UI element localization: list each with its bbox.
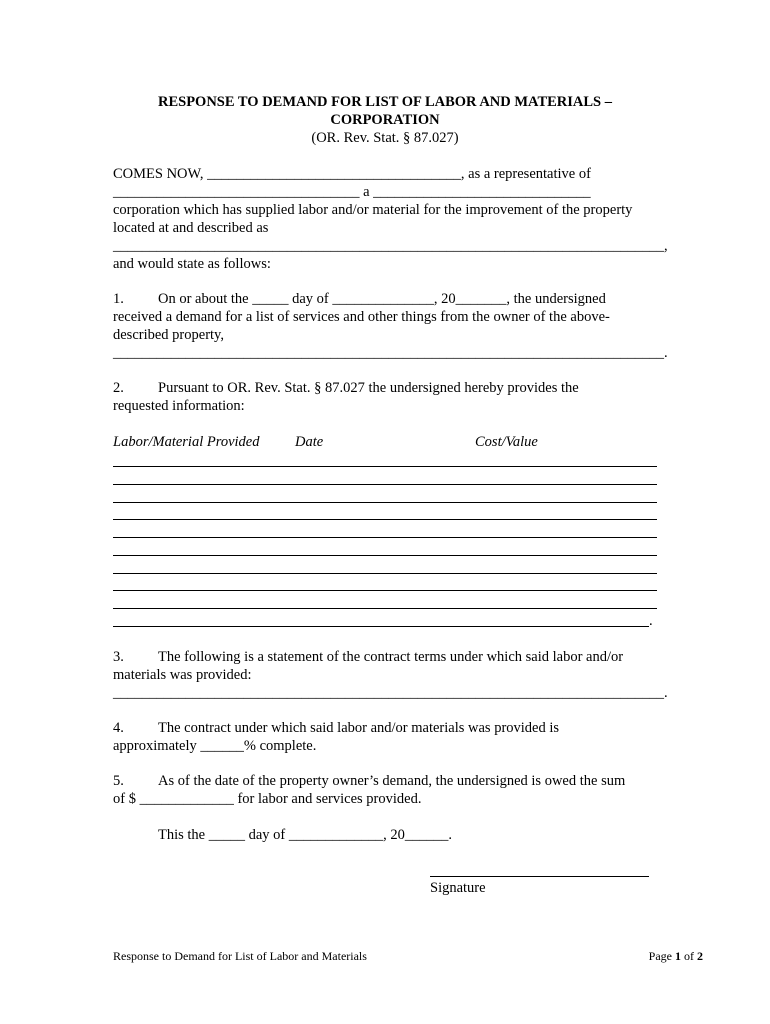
paragraph-1-text1: On or about the _____ day of ______________, 20_______, the undersigned xyxy=(158,291,606,307)
table-end-period: . xyxy=(649,613,653,629)
table-blank-row xyxy=(113,537,657,538)
located-line: located at and described as xyxy=(113,220,269,236)
paragraph-4-text1: The contract under which said labor and/or materials was provided is xyxy=(158,720,560,736)
paragraph-1-line3: described property, xyxy=(113,327,224,343)
page-prefix: Page xyxy=(648,949,675,963)
document-subtitle: (OR. Rev. Stat. § 87.027) xyxy=(311,130,459,146)
table-blank-row xyxy=(113,519,657,520)
paragraph-4-number: 4. xyxy=(113,720,124,736)
table-blank-row xyxy=(113,590,657,591)
paragraph-3-text1: The following is a statement of the contract terms under which said labor and/or xyxy=(158,649,624,665)
paragraph-1-line4: ____________________________________________________________________________. xyxy=(113,345,668,361)
table-blank-row xyxy=(113,466,657,467)
table-header-labor: Labor/Material Provided xyxy=(113,434,260,450)
document-title-line1: RESPONSE TO DEMAND FOR LIST OF LABOR AND MATERIALS – xyxy=(157,94,612,110)
signature-line xyxy=(430,876,649,877)
table-blank-row xyxy=(113,608,657,609)
table-header-cost: Cost/Value xyxy=(475,434,538,450)
state-as-follows-line: and would state as follows: xyxy=(113,256,271,272)
table-blank-row xyxy=(113,555,657,556)
paragraph-5-line2: of $ _____________ for labor and services provided. xyxy=(113,791,422,807)
table-blank-row xyxy=(113,626,649,627)
paragraph-4-line2: approximately ______% complete. xyxy=(113,738,317,754)
document-title-line2: CORPORATION xyxy=(330,112,440,128)
paragraph-3-line1 xyxy=(113,649,623,666)
paragraph-1-number: 1. xyxy=(113,291,124,307)
corporation-line: corporation which has supplied labor and/or material for the improvement of the property xyxy=(113,202,633,218)
page-total: 2 xyxy=(697,949,703,963)
table-blank-row xyxy=(113,573,657,574)
table-blank-row xyxy=(113,502,657,503)
signature-label: Signature xyxy=(430,880,486,896)
page-mid: of xyxy=(681,949,697,963)
paragraph-4-line1 xyxy=(113,720,559,737)
table-header-date: Date xyxy=(295,434,324,450)
paragraph-1-line2: received a demand for a list of services and other things from the owner of the above- xyxy=(113,309,610,325)
comes-now-line: COMES NOW, ___________________________________, as a representative of xyxy=(113,166,591,182)
paragraph-5-text1: As of the date of the property owner’s demand, the undersigned is owed the sum xyxy=(158,773,626,789)
paragraph-1-line1 xyxy=(113,291,606,308)
paragraph-2-number: 2. xyxy=(113,380,124,396)
page-number xyxy=(649,949,703,964)
paragraph-2-text1: Pursuant to OR. Rev. Stat. § 87.027 the undersigned hereby provides the xyxy=(158,380,579,396)
paragraph-2-line1 xyxy=(113,380,579,397)
representative-line: __________________________________ a ______________________________ xyxy=(113,184,591,200)
date-line: This the _____ day of _____________, 20______. xyxy=(158,827,453,843)
paragraph-3-line3: ____________________________________________________________________________. xyxy=(113,685,668,701)
paragraph-3-number: 3. xyxy=(113,649,124,665)
table-blank-row xyxy=(113,484,657,485)
page-current: 1 xyxy=(675,949,681,963)
footer-title: Response to Demand for List of Labor and Materials xyxy=(113,949,367,963)
paragraph-2-line2: requested information: xyxy=(113,398,245,414)
property-description-line: ____________________________________________________________________________, xyxy=(113,238,668,254)
paragraph-3-line2: materials was provided: xyxy=(113,667,252,683)
paragraph-5-number: 5. xyxy=(113,773,124,789)
paragraph-5-line1 xyxy=(113,773,625,790)
